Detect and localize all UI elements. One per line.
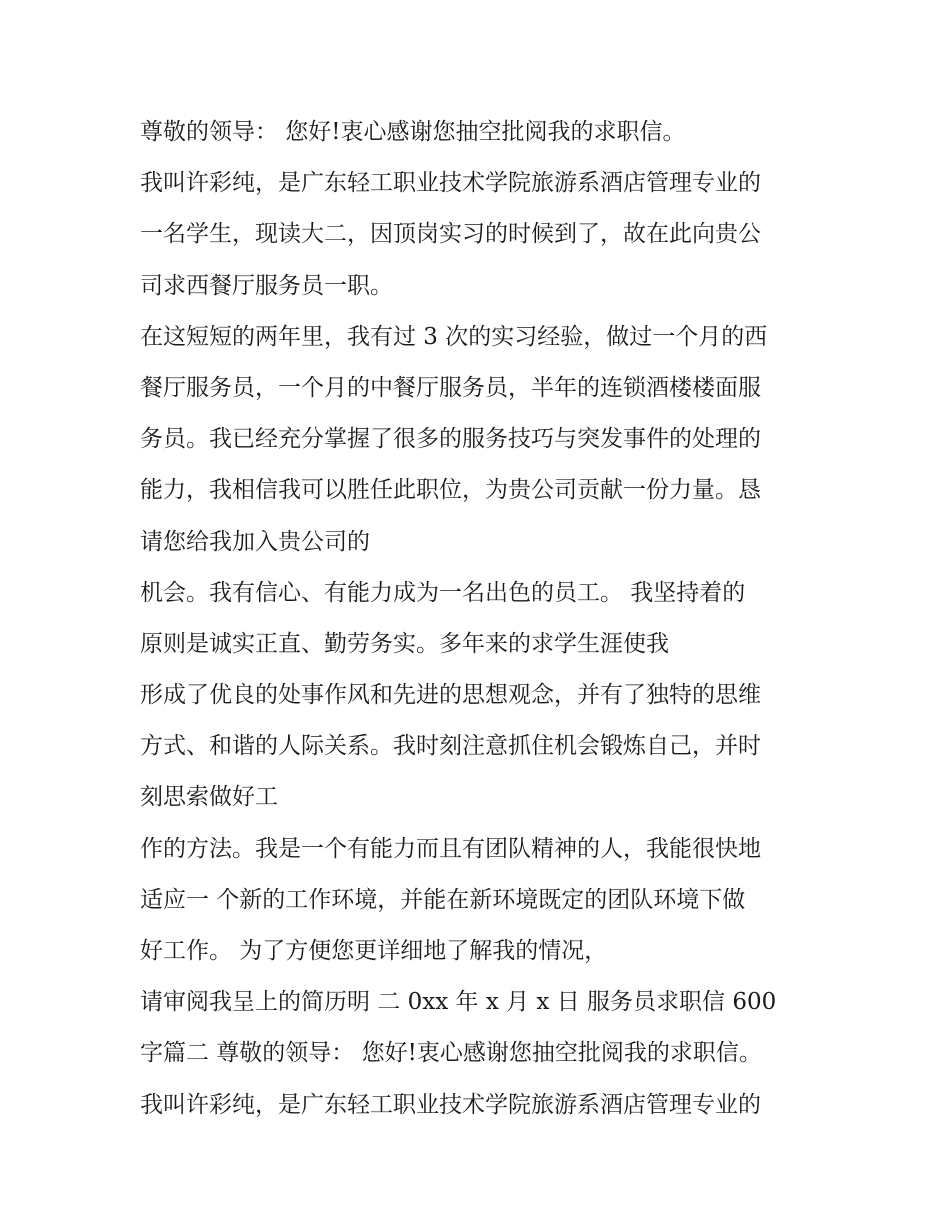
text-line: 字篇二 尊敬的领导： 您好!衷心感谢您抽空批阅我的求职信。 <box>140 1040 762 1067</box>
text-line: 适应一 个新的工作环境，并能在新环境既定的团队环境下做 <box>140 886 746 913</box>
text-line: 能力，我相信我可以胜任此职位，为贵公司贡献一份力量。恳 <box>140 477 761 504</box>
text-line: 司求西餐厅服务员一职。 <box>140 272 393 299</box>
text-line: 我叫许彩纯，是广东轻工职业技术学院旅游系酒店管理专业的 <box>140 1091 761 1118</box>
text-line: 务员。我已经充分掌握了很多的服务技巧与突发事件的处理的 <box>140 426 761 453</box>
text-line: 好工作。 为了方便您更详细地了解我的情况， <box>140 938 608 964</box>
text-line: 作的方法。我是一个有能力而且有团队精神的人，我能很快地 <box>140 835 761 862</box>
text-line: 方式、和谐的人际关系。我时刻注意抓住机会锻炼自己，并时 <box>140 733 761 760</box>
letter-body <box>140 107 820 1131</box>
text-line: 刻思索做好工 <box>140 784 278 811</box>
text-line: 我叫许彩纯，是广东轻工职业技术学院旅游系酒店管理专业的 <box>140 170 761 197</box>
text-line: 在这短短的两年里，我有过 3 次的实习经验，做过一个月的西 <box>140 323 768 350</box>
text-line: 形成了优良的处事作风和先进的思想观念，并有了独特的思维 <box>140 682 761 709</box>
text-line: 原则是诚实正直、勤劳务实。多年来的求学生涯使我 <box>140 630 669 657</box>
text-line: 餐厅服务员，一个月的中餐厅服务员，半年的连锁酒楼楼面服 <box>140 374 761 401</box>
text-line: 机会。我有信心、有能力成为一名出色的员工。 我坚持着的 <box>140 579 746 606</box>
text-line: 一名学生，现读大二，因顶岗实习的时候到了，故在此向贵公 <box>140 221 761 248</box>
text-line: 尊敬的领导： 您好!衷心感谢您抽空批阅我的求职信。 <box>140 119 686 145</box>
text-line: 请您给我加入贵公司的 <box>140 528 370 555</box>
text-line: 请审阅我呈上的简历明 二 0xx 年 x 月 x 日 服务员求职信 600 <box>140 989 777 1016</box>
